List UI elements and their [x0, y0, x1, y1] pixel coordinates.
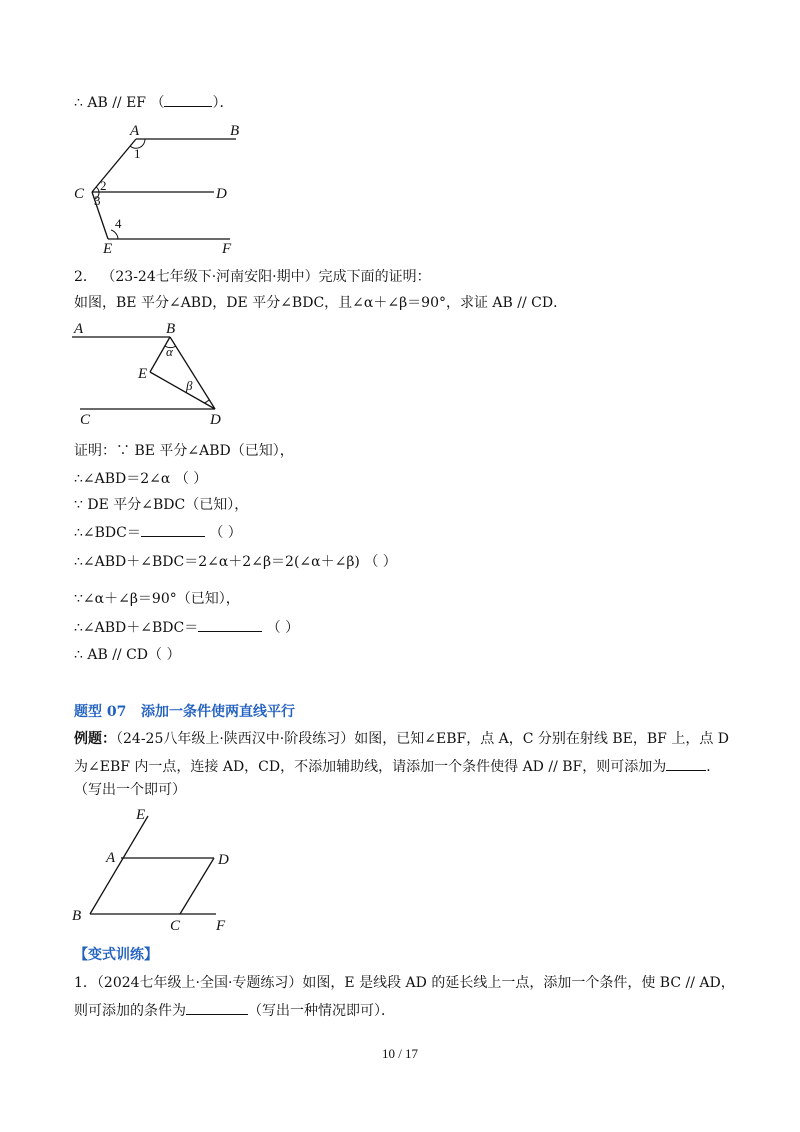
label-b: B	[230, 123, 240, 139]
practice-line-1: 1．（2024七年级上·全国·专题练习）如图，E 是线段 AD 的延长线上一点，添加一个条件，使 BC // AD，	[74, 975, 735, 991]
answer-blank-practice[interactable]	[186, 1000, 248, 1015]
figure-angle-ebf	[70, 802, 260, 942]
label-d: D	[216, 186, 227, 202]
answer-blank-example[interactable]	[666, 756, 706, 771]
label-a: A	[74, 321, 84, 337]
label-angle-1: 1	[134, 146, 141, 161]
reason-blank-7[interactable]: （ ）	[266, 620, 300, 636]
angle-arc-4	[111, 230, 118, 239]
ray-be	[90, 816, 148, 914]
label-c: C	[80, 412, 91, 428]
label-alpha: α	[166, 344, 173, 359]
label-f: F	[216, 918, 226, 934]
answer-blank[interactable]	[164, 92, 212, 107]
section-heading: 题型 07 添加一条件使两直线平行	[74, 704, 295, 720]
practice-heading: 【变式训练】	[74, 947, 158, 963]
figure-bisectors	[70, 320, 270, 430]
practice-line-2: 则可添加的条件为 （写出一种情况即可）．	[74, 1000, 395, 1021]
proof-line-7: ∴∠ABD＋∠BDC＝ （ ）	[74, 617, 299, 638]
proof-line-6: ∵∠α＋∠β＝90°（已知），	[74, 591, 240, 607]
label-d: D	[218, 852, 229, 868]
problem-2-header: 2． （23-24七年级下·河南安阳·期中）完成下面的证明：	[74, 269, 431, 285]
label-angle-3: 3	[94, 193, 101, 208]
example-line-2: 为∠EBF 内一点，连接 AD，CD，不添加辅助线，请添加一个条件使得 AD // BF，则可添加为 ．	[74, 756, 720, 777]
angle-arc-2	[96, 187, 99, 192]
label-e: E	[103, 241, 113, 257]
label-angle-4: 4	[115, 216, 122, 231]
proof-line-1: 证明：∵ BE 平分∠ABD（已知），	[74, 443, 294, 459]
figure-parallel-lines-ab-cd-ef	[70, 120, 270, 260]
proof-line-8: ∴ AB // CD（ ）	[74, 647, 181, 663]
conclusion-line: ∴ AB // EF （ ）．	[74, 92, 233, 113]
segment-ac	[92, 139, 136, 192]
proof-line-3: ∵ DE 平分∠BDC（已知），	[74, 497, 249, 513]
problem-2-statement: 如图，BE 平分∠ABD，DE 平分∠BDC，且∠α＋∠β＝90°，求证 AB // CD．	[74, 295, 568, 311]
proof-line-5: ∴∠ABD＋∠BDC＝2∠α＋2∠β＝2(∠α＋∠β) （ ）	[74, 554, 397, 570]
reason-blank-5[interactable]: （ ）	[364, 554, 397, 570]
segment-de	[150, 372, 215, 409]
label-e: E	[136, 807, 146, 823]
label-a: A	[130, 123, 140, 139]
answer-blank-bdc[interactable]	[141, 522, 205, 537]
reason-blank-2[interactable]: （ ）	[174, 471, 208, 487]
label-f: F	[222, 241, 232, 257]
segment-bd	[170, 337, 215, 409]
label-b: B	[72, 908, 82, 924]
label-c: C	[74, 186, 85, 202]
label-a: A	[106, 850, 116, 866]
page-number: 10 / 17	[381, 1046, 419, 1061]
label-angle-2: 2	[100, 178, 107, 193]
answer-blank-sum[interactable]	[198, 617, 262, 632]
label-c: C	[170, 918, 181, 934]
proof-line-4: ∴∠BDC＝ （ ）	[74, 522, 242, 543]
label-d: D	[210, 412, 221, 428]
angle-arc-beta	[204, 400, 209, 403]
example-line-1: 例题：（24-25八年级上·陕西汉中·阶段练习）如图，已知∠EBF，点 A，C 分别在射线 BE，BF 上，点 D	[74, 731, 730, 747]
segment-cd	[180, 858, 214, 914]
proof-line-2: ∴∠ABD＝2∠α （ ）	[74, 471, 208, 487]
label-beta: β	[186, 378, 193, 393]
reason-blank-4[interactable]: （ ）	[209, 525, 242, 541]
label-e: E	[138, 366, 148, 382]
label-b: B	[166, 321, 176, 337]
example-line-3: （写出一个即可）	[74, 782, 186, 798]
